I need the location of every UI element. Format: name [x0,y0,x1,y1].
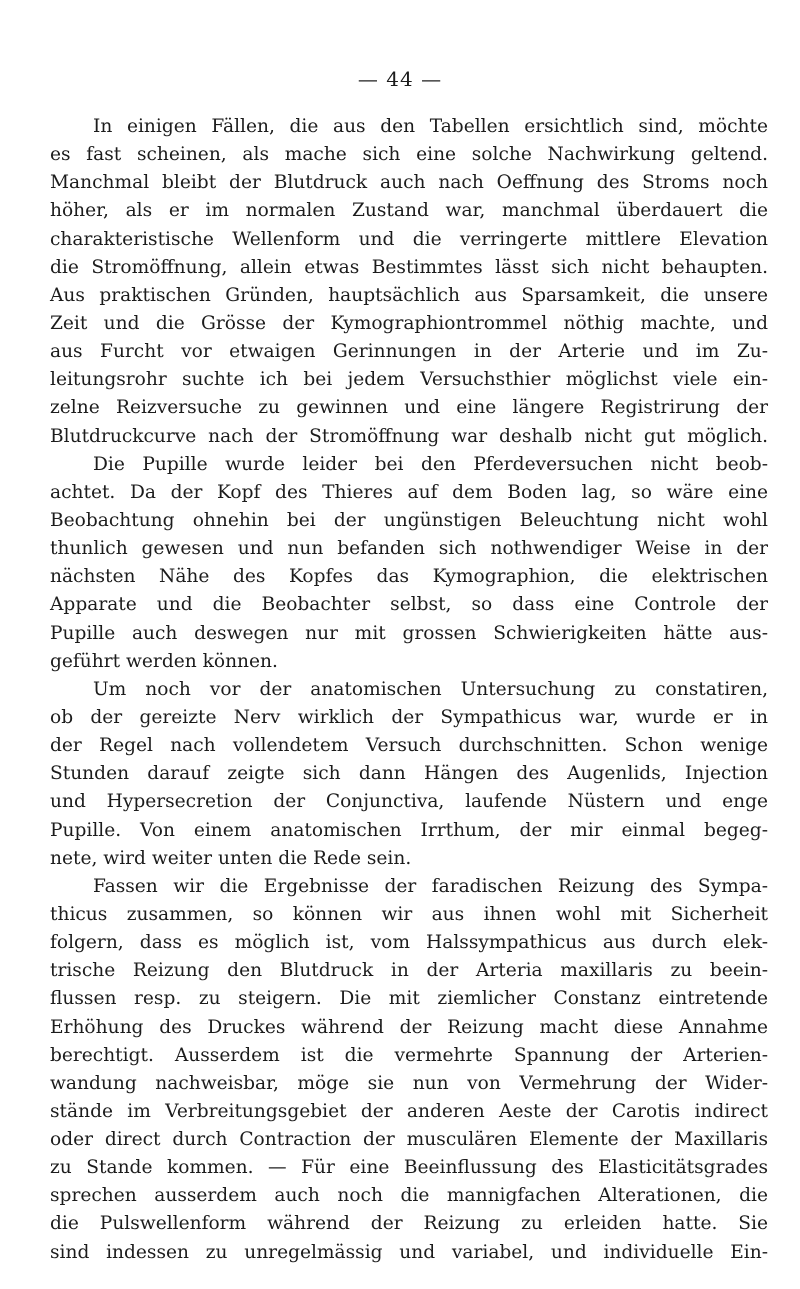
text-line: Pupille. Von einem anatomischen Irrthum, der mir einmal begeg- [50,819,768,841]
text-line: Aus praktischen Gründen, hauptsächlich aus Sparsamkeit, die unsere [50,284,768,306]
text-line: Apparate und die Beobachter selbst, so dass eine Controle der [50,594,768,616]
text-line: der Regel nach vollendetem Versuch durchschnitten. Schon wenige [50,735,768,757]
text-line: die Stromöffnung, allein etwas Bestimmtes lässt sich nicht behaupten. [50,256,768,278]
page-number: — 44 — [357,67,443,91]
text-line: In einigen Fällen, die aus den Tabellen ersichtlich sind, möchte [93,116,768,137]
text-line: zelne Reizversuche zu gewinnen und eine längere Registrirung der [50,397,768,419]
text-line: Die Pupille wurde leider bei den Pferdeversuchen nicht beob- [93,453,768,475]
text-line: wandung nachweisbar, möge sie nun von Vermehrung der Wider- [50,1072,768,1094]
text-line: oder direct durch Contraction der musculären Elemente der Maxillaris [50,1129,768,1151]
text-line: Manchmal bleibt der Blutdruck auch nach Oeffnung des Stroms noch [50,172,768,194]
text-line: trische Reizung den Blutdruck in der Arteria maxillaris zu beein- [50,960,768,982]
paragraph [50,451,768,676]
paragraph [50,873,768,1267]
text-line: Blutdruckcurve nach der Stromöffnung war deshalb nicht gut möglich. [50,425,768,447]
text-line: Zeit und die Grösse der Kymographiontrommel nöthig machte, und [50,312,768,334]
text-line: leitungsrohr suchte ich bei jedem Versuchsthier möglichst viele ein- [50,369,768,391]
text-line: es fast scheinen, als mache sich eine solche Nachwirkung geltend. [50,144,768,166]
text-line: Beobachtung ohnehin bei der ungünstigen Beleuchtung nicht wohl [50,509,768,531]
text-line: sind indessen zu unregelmässig und variabel, und individuelle Ein- [50,1241,768,1263]
text-line: stände im Verbreitungsgebiet der anderen Aeste der Carotis indirect [50,1100,768,1122]
text-line: aus Furcht vor etwaigen Gerinnungen in der Arterie und im Zu- [50,341,768,363]
text-line: nächsten Nähe des Kopfes das Kymographion, die elektrischen [50,566,768,588]
text-line: flussen resp. zu steigern. Die mit ziemlicher Constanz eintretende [50,988,768,1010]
text-line: berechtigt. Ausserdem ist die vermehrte Spannung der Arterien- [50,1044,768,1066]
text-line: folgern, dass es möglich ist, vom Halssympathicus aus durch elek- [50,932,768,954]
body-text [50,113,768,1267]
paragraph [50,676,768,873]
text-line: nete, wird weiter unten die Rede sein. [50,847,412,869]
text-line: höher, als er im normalen Zustand war, manchmal überdauert die [50,200,768,222]
text-line: Um noch vor der anatomischen Untersuchung zu constatiren, [93,678,768,700]
text-line: Stunden darauf zeigte sich dann Hängen des Augenlids, Injection [50,763,768,785]
text-line: Pupille auch deswegen nur mit grossen Schwierigkeiten hätte aus- [50,622,768,644]
text-line: charakteristische Wellenform und die verringerte mittlere Elevation [50,228,768,250]
text-line: thunlich gewesen und nun befanden sich nothwendiger Weise in der [50,538,768,560]
paragraph [50,113,768,451]
text-line: ob der gereizte Nerv wirklich der Sympathicus war, wurde er in [50,706,768,728]
text-line: die Pulswellenform während der Reizung zu erleiden hatte. Sie [50,1213,768,1235]
text-line: und Hypersecretion der Conjunctiva, laufende Nüstern und enge [50,791,768,813]
text-line: geführt werden können. [50,650,278,672]
text-line: Fassen wir die Ergebnisse der faradischen Reizung des Sympa- [93,875,768,897]
text-line: sprechen ausserdem auch noch die mannigfachen Alterationen, die [50,1185,768,1207]
text-line: achtet. Da der Kopf des Thieres auf dem Boden lag, so wäre eine [50,481,768,503]
text-line: Erhöhung des Druckes während der Reizung macht diese Annahme [50,1016,768,1038]
text-line: thicus zusammen, so können wir aus ihnen wohl mit Sicherheit [50,903,768,925]
text-line: zu Stande kommen. — Für eine Beeinflussung des Elasticitätsgrades [50,1157,768,1179]
